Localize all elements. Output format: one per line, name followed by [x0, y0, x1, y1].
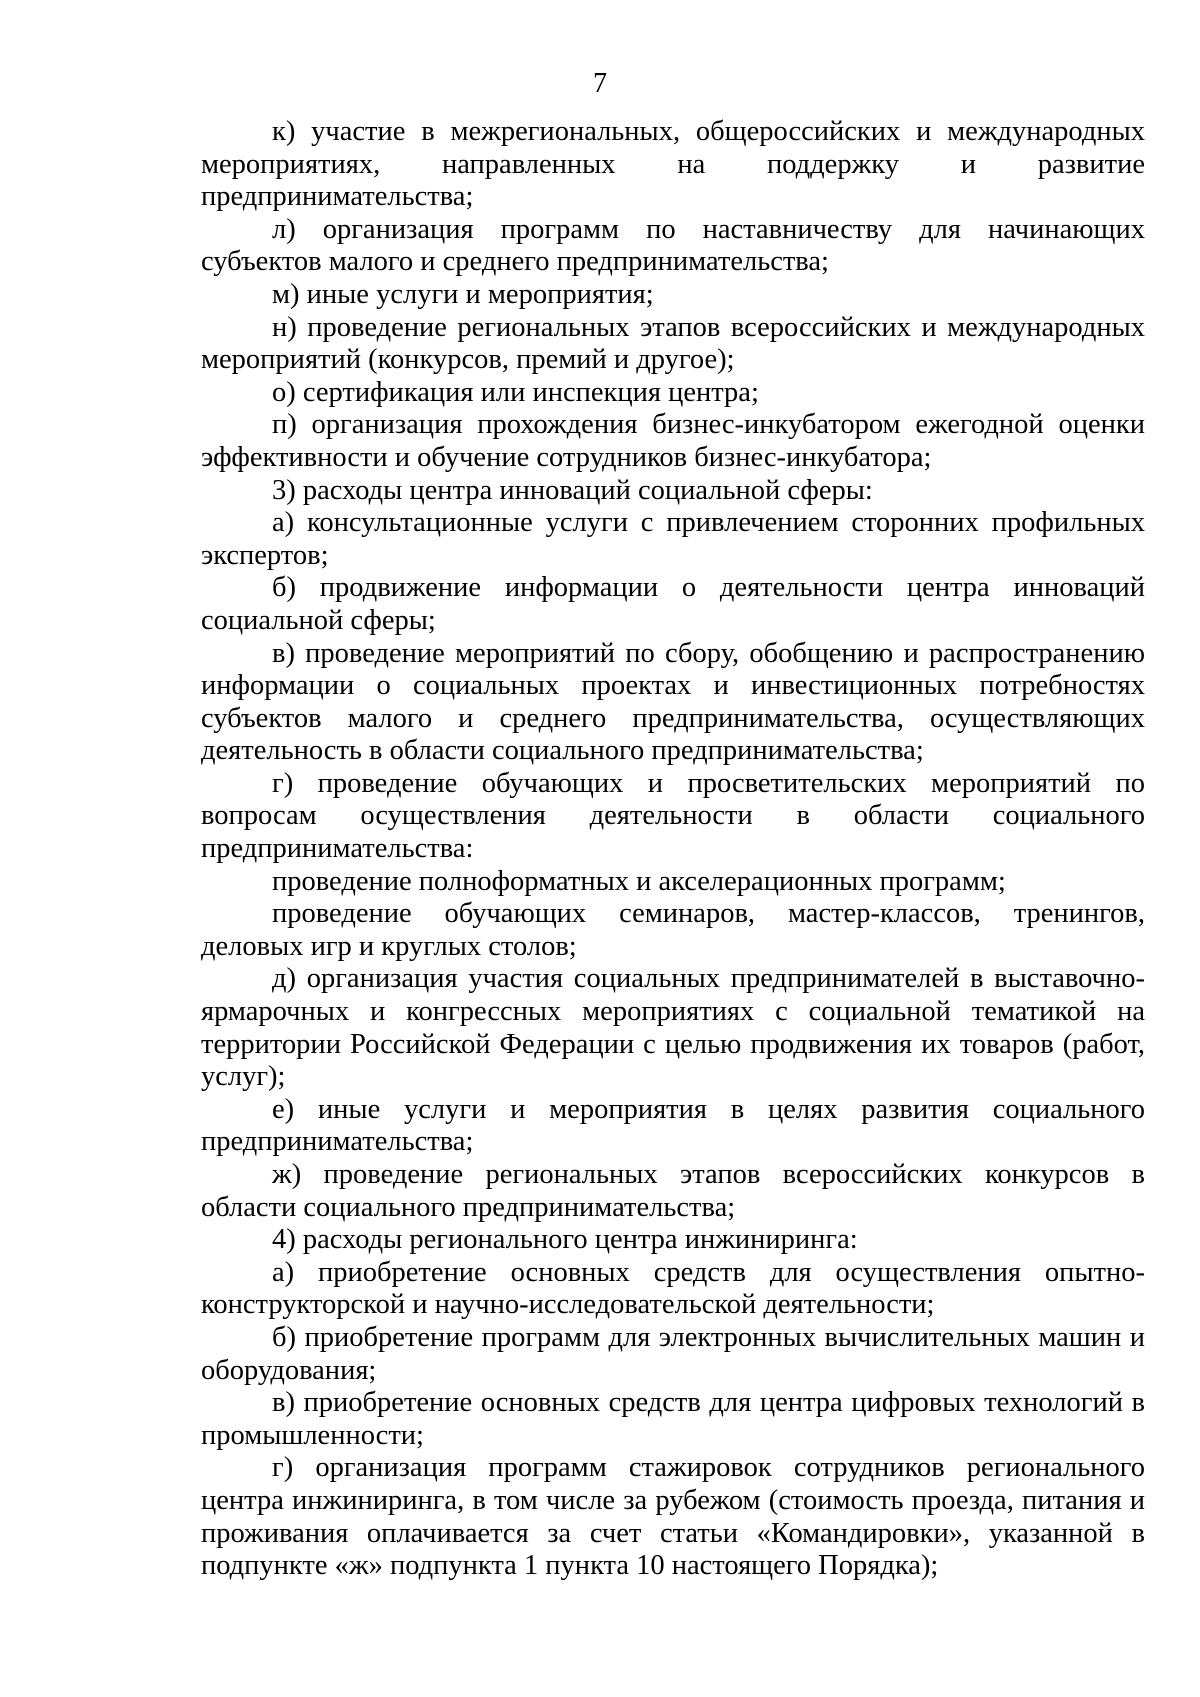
paragraph-3d: д) организация участия социальных предпринимателей в выставочно-ярмарочных и конгрессных мероприятиях с социальной тематикой на территории Российской Федерации с целью продвижения их товаров (работ, услуг);	[201, 963, 1145, 1093]
paragraph-4g: г) организация программ стажировок сотрудников регионального центра инжиниринга, в том числе за рубежом (стоимость проезда, питания и проживания оплачивается за счет статьи «Командировки», указанной в подпункте «ж» подпункта 1 пункта 10 настоящего Порядка);	[201, 1452, 1145, 1582]
paragraph-3g-item-1: проведение полноформатных и акселерационных программ;	[272, 865, 1006, 897]
paragraph-m: м) иные услуги и мероприятия;	[272, 278, 654, 310]
paragraph-n: н) проведение региональных этапов всероссийских и международных мероприятий (конкурсов, премий и другое);	[201, 311, 1145, 376]
paragraph-3g: г) проведение обучающих и просветительских мероприятий по вопросам осуществления деятельности в области социального предпринимательства:	[201, 767, 1145, 865]
section-3-heading: 3) расходы центра инноваций социальной сферы:	[272, 474, 873, 506]
paragraph-p: п) организация прохождения бизнес-инкубатором ежегодной оценки эффективности и обучение сотрудников бизнес-инкубатора;	[201, 409, 1145, 473]
paragraph-4v: в) приобретение основных средств для центра цифровых технологий в промышленности;	[201, 1387, 1145, 1451]
paragraph-3e: е) иные услуги и мероприятия в целях развития социального предпринимательства;	[201, 1093, 1145, 1158]
paragraph-k: к) участие в межрегиональных, общероссийских и международных мероприятиях, направленных на поддержку и развитие предпринимательства;	[201, 116, 1145, 213]
paragraph-3zh: ж) проведение региональных этапов всероссийских конкурсов в области социального предпринимательства;	[201, 1159, 1145, 1223]
page-number: 7	[593, 68, 607, 99]
paragraph-4a: а) приобретение основных средств для осуществления опытно-конструкторской и научно-исследовательской деятельности;	[201, 1256, 1145, 1321]
paragraph-3a: а) консультационные услуги с привлечением сторонних профильных экспертов;	[201, 507, 1145, 571]
document-body	[201, 116, 1145, 1583]
paragraph-4b: б) приобретение программ для электронных вычислительных машин и оборудования;	[201, 1321, 1145, 1386]
paragraph-l: л) организация программ по наставничеству для начинающих субъектов малого и среднего предпринимательства;	[201, 213, 1145, 278]
paragraph-o: о) сертификация или инспекция центра;	[272, 376, 759, 408]
section-4-heading: 4) расходы регионального центра инжиниринга:	[272, 1224, 858, 1256]
paragraph-3g-item-2: проведение обучающих семинаров, мастер-классов, тренингов, деловых игр и круглых столов;	[201, 898, 1145, 962]
paragraph-3b: б) продвижение информации о деятельности центра инноваций социальной сферы;	[201, 572, 1145, 636]
paragraph-3v: в) проведение мероприятий по сбору, обобщению и распространению информации о социальных проектах и инвестиционных потребностях субъектов малого и среднего предпринимательства, осуществляющих деятельность в области социального предпринимательства;	[201, 637, 1145, 767]
